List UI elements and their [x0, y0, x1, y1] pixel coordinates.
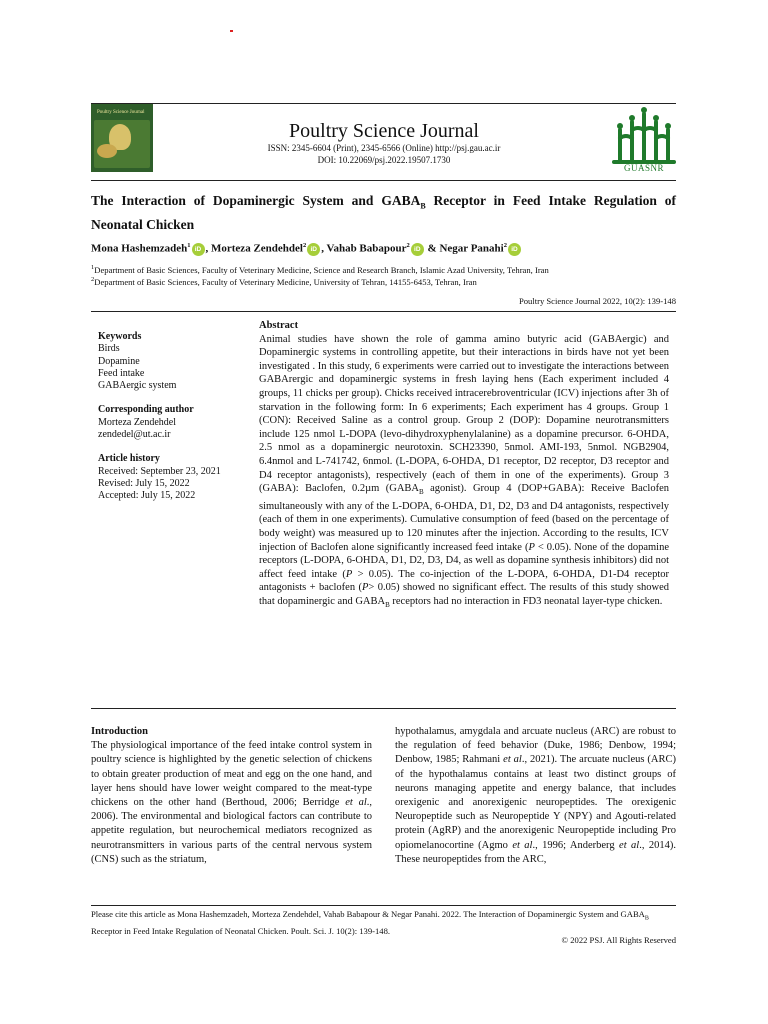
orcid-icon[interactable]: iD [508, 243, 521, 256]
keyword: Birds [98, 343, 120, 355]
author-list: Mona Hashemzadeh$^1$iD , Morteza Zendehdel$^2$iD , Vahab Babapour$^2$iD & Negar Panahi$^2$iD [91, 238, 676, 257]
abstract-rule [91, 708, 676, 709]
journal-citation: Poultry Science Journal 2022, 10(2): 139-148 [518, 296, 676, 306]
author-name: Morteza Zendehdel [211, 242, 303, 255]
paper-title: The Interaction of Dopaminergic System and $GABA_B$ Receptor in Feed Intake Regulation of Neonatal Chicken [91, 193, 676, 232]
header-bottom-rule [91, 180, 676, 181]
orcid-icon[interactable]: iD [411, 243, 424, 256]
author-name: Mona Hashemzadeh [91, 242, 188, 255]
journal-issn: ISSN: 2345-6604 (Print), 2345-6566 (Online) http://psj.gau.ac.ir [267, 143, 501, 153]
accepted-date: Accepted: July 15, 2022 [98, 490, 196, 502]
introduction-text: hypothalamus, amygdala and arcuate nucleus (ARC) are robust to the regulation of feed behavior (Duke, 1986; Denbow, 1994; Denbow, 1985; Rahmani et al., 2021). The arcuate nucleus (ARC) of the hypothalamus contains at least two distinct groups of neurons managing appetite and energy balance, that includes orexigenic and anorexigenic neuropeptides. The orexigenic Neuropeptide such as Neuropeptide Y (NPY) and Agouti-related protein (AgRP) and the anorexigenic Neuropeptide including Pro opiomelanocortine (Agmo et al., 1996; Anderberg et al., 2014). These neuropeptides from the ARC, [395, 726, 677, 865]
keyword: Feed intake [98, 367, 145, 379]
received-date: Received: September 23, 2021 [98, 465, 221, 477]
journal-cover-image [91, 104, 153, 172]
corresponding-author-email[interactable]: zendedel@ut.ac.ir [98, 429, 171, 441]
cover-title: Poultry Science Journal [97, 110, 145, 115]
journal-title: Poultry Science Journal [289, 120, 479, 142]
author-name: Vahab Babapour [326, 242, 407, 255]
orcid-icon[interactable]: iD [307, 243, 320, 256]
cite-this-article: Please cite this article as Mona Hashemzadeh, Morteza Zendehdel, Vahab Babapour & Negar Panahi. 2022. The Interaction of Dopaminergic System and $GABA_B$ Receptor in Feed Intake Regulation of Neonatal Chicken. Poult. Sci. J. 10(2): 139-148. [91, 909, 649, 936]
header-top-rule [91, 103, 676, 104]
article-history-heading: Article history [98, 453, 160, 465]
citation-rule [91, 311, 676, 312]
affiliation-1: $^1$Department of Basic Sciences, Faculty of Veterinary Medicine, Science and Research Branch, Islamic Azad University, Tehran, Iran [91, 264, 549, 275]
copyright-notice: © 2022 PSJ. All Rights Reserved [561, 935, 676, 945]
footer-rule [91, 905, 676, 906]
cover-chick-figure [97, 144, 117, 158]
introduction-right-column [395, 725, 676, 867]
introduction-text: The physiological importance of the feed intake control system in poultry science is highlighted by the genetic selection of chickens to obtain greater production of meat and egg on the one hand, and layer hens should have lower weight compared to the meat-type chickens on the other hand (Berthoud, 2006; Berridge et al., 2006). The environmental and biological factors can contribute to appetite regulation, but neurochemical mediators recognized as neurotransmitters in various parts of the central nervous system (CNS) such as the striatum, [91, 740, 373, 865]
stray-mark [230, 30, 233, 32]
keywords-heading: Keywords [98, 331, 142, 342]
corresponding-author-name: Morteza Zendehdel [98, 416, 177, 428]
introduction-heading: Introduction [91, 726, 148, 737]
abstract-heading: Abstract [259, 320, 299, 331]
article-info-sidebar [98, 331, 248, 503]
affiliation-2: $^2$Department of Basic Sciences, Faculty of Veterinary Medicine, University of Tehran, 14155-6453, Tehran, Iran [91, 276, 477, 287]
abstract-section [259, 319, 669, 613]
guasnr-logo-text: GUASNR [623, 163, 664, 173]
keyword: GABAergic system [98, 380, 177, 392]
article-doi: DOI: 10.22069/psj.2022.19507.1730 [317, 155, 451, 165]
introduction-left-column [91, 725, 372, 867]
keyword: Dopamine [98, 355, 140, 367]
revised-date: Revised: July 15, 2022 [98, 477, 190, 489]
author-name: Negar Panahi [439, 242, 504, 255]
abstract-text: Animal studies have shown the role of gamma amino butyric acid (GABAergic) and Dopaminergic systems in controlling appetite, but their interactions in birds have not yet been investigated . In this study, 6 experiments were carried out to investigate the interactions between GABArergic and dopaminergic systems in fresh laying hens (Each experiment included 4 groups, 11 chicks per group). Chicks received intracerebroventricular (ICV) injections after 3h of starvation in the following form: In 6 experiments; Each experiment has 4 groups. Group 1 (CON): Received Saline as a control group. Group 2 (DOP): Dopamine neurotransmitters include 125 nmol L-DOPA (levo-dihydroxyphenylalanine) as a dopamine precursor. 6-OHDA, 2.5 nmol as a dopaminergic neurotoxin. SCH23390, 5nmol. AMI-193, 5nmol. NGB2904, 6.4nmol and L-741742, 6nmol. (L-DOPA, 6-OHDA, D1 receptor, D2 receptor, D3 receptor and D4 receptor antagonists), respectively (each of them in one of the experiments). Group 3 (GABA): Baclofen, 0.2µm ($GABA_B$ agonist). Group 4 (DOP+GABA): Receive Baclofen simultaneously with any of the L-DOPA, 6-OHDA, D1, D2, D3 and D4 antagonists, respectively (each of them in one experiments). Cumulative consumption of feed (based on the percentage of body weight) was measured up to 120 minutes after the injection. According to the results, ICV injection of Baclofen alone significantly increased feed intake (P < 0.05). None of the dopamine receptors (L-DOPA, 6-OHDA, D1, D2, D3, D4, as well as dopamine synthesis inhibitors) did not affect feed intake (P > 0.05). The co-injection of the L-DOPA, 6-OHDA, D1-D4 receptor antagonists + baclofen (P> 0.05) showed no significant effect. The results of this study showed that dopaminergic and $GABA_B$ receptors had no interaction in FD3 neonatal layer-type chicken. [259, 333, 669, 610]
orcid-icon[interactable]: iD [192, 243, 205, 256]
corresponding-author-heading: Corresponding author [98, 404, 194, 416]
